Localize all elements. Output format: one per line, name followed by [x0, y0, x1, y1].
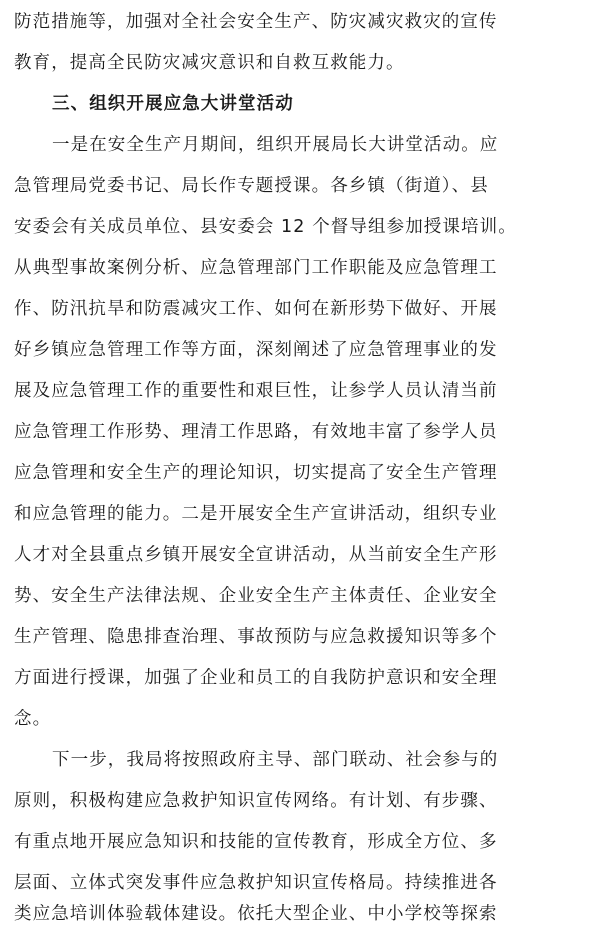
text-line-18: 念。 — [14, 709, 52, 729]
text-line-14: 人才对全县重点乡镇开展安全宣讲活动，从当前安全生产形 — [14, 545, 498, 565]
text-line-22: 层面、立体式突发事件应急救护知识宣传格局。持续推进各 — [14, 873, 498, 893]
paragraph-start: 下一步，我局将按照政府主导、部门联动、社会参与的 — [52, 750, 499, 770]
text-line-10: 展及应急管理工作的重要性和艰巨性，让参学人员认清当前 — [14, 381, 498, 401]
text-line-1: 防范措施等，加强对全社会安全生产、防灾减灾救灾的宣传 — [14, 12, 498, 32]
text-line-13: 和应急管理的能力。二是开展安全生产宣讲活动，组织专业 — [14, 504, 498, 524]
text-line-7: 从典型事故案例分析、应急管理部门工作职能及应急管理工 — [14, 258, 498, 278]
text-line-2: 教育，提高全民防灾减灾意识和自救互救能力。 — [14, 53, 405, 73]
section-heading: 三、组织开展应急大讲堂活动 — [52, 94, 294, 114]
text-line-12: 应急管理和安全生产的理论知识，切实提高了安全生产管理 — [14, 463, 498, 483]
text-line-20: 原则，积极构建应急救护知识宣传网络。有计划、有步骤、 — [14, 791, 498, 811]
text-line-16: 生产管理、隐患排查治理、事故预防与应急救援知识等多个 — [14, 627, 498, 647]
text-line-5: 急管理局党委书记、局长作专题授课。各乡镇（街道）、县 — [14, 176, 489, 196]
text-line-6: 安委会有关成员单位、县安委会 12 个督导组参加授课培训。 — [14, 217, 517, 237]
paragraph-start: 一是在安全生产月期间，组织开展局长大讲堂活动。应 — [52, 135, 499, 155]
text-line-9: 好乡镇应急管理工作等方面，深刻阐述了应急管理事业的发 — [14, 340, 498, 360]
text-line-11: 应急管理工作形势、理清工作思路，有效地丰富了参学人员 — [14, 422, 498, 442]
text-line-23: 类应急培训体验载体建设。依托大型企业、中小学校等探索 — [14, 904, 498, 924]
text-line-21: 有重点地开展应急知识和技能的宣传教育，形成全方位、多 — [14, 832, 498, 852]
text-line-17: 方面进行授课，加强了企业和员工的自我防护意识和安全理 — [14, 668, 498, 688]
text-line-8: 作、防汛抗旱和防震减灾工作、如何在新形势下做好、开展 — [14, 299, 498, 319]
text-line-15: 势、安全生产法律法规、企业安全生产主体责任、企业安全 — [14, 586, 498, 606]
